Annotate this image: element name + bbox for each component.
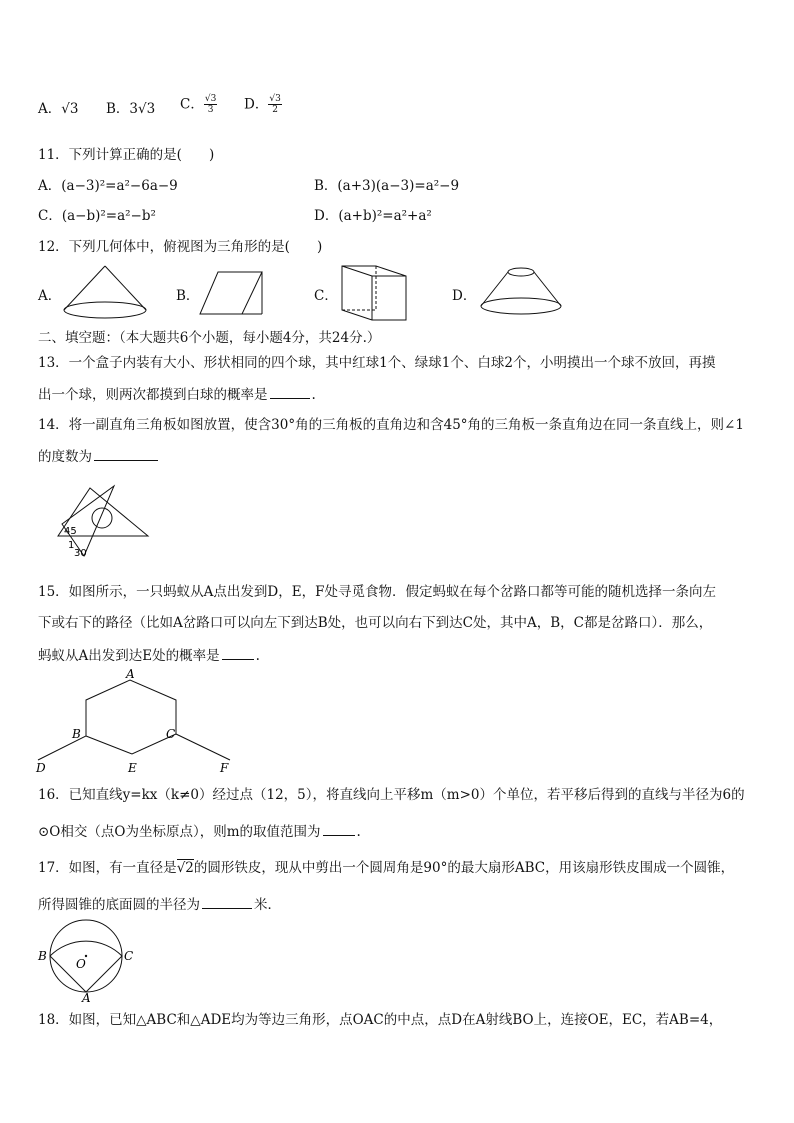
q10-option-a: A．√3 [38,101,79,117]
q18-line-1: 18．如图，已知△ABC和△ADE均为等边三角形，点OAC的中点，点D在A射线BO上，连接OE，EC，若AB=4， [38,1012,723,1028]
q11-option-a: A．(a−3)²=a²−6a−9 [38,178,178,194]
q13-line-2: 出一个球，则两次都摸到白球的概率是 . [38,384,316,405]
point-label-e: E [128,761,137,775]
triangular-prism-lying-figure [198,270,266,316]
point-label-a: A [126,667,135,681]
q16-line-1: 16．已知直线y=kx（k≠0）经过点（12，5），将直线向上平移m（m>0）个单位，若平移后得到的直线与半径为6的 [38,787,745,803]
point-label-d: D [36,761,46,775]
q15-answer-blank[interactable] [222,645,254,660]
point-label-f: F [220,761,229,775]
q15-line-2: 下或右下的路径（比如A岔路口可以向左下到达B处，也可以向右下到达C处，其中A，B，C都是岔路口）．那么， [38,615,713,631]
section-fill-in-title: 二、填空题：（本大题共6个小题，每小题4分，共24分.） [38,330,381,346]
cone-figure [60,264,150,322]
q11-option-b: B．(a+3)(a−3)=a²−9 [314,178,460,194]
angle-label-1: 1 [68,540,75,551]
q11-stem: 11．下列计算正确的是( ) [38,147,215,163]
frustum-figure [478,266,564,318]
q17-line-2: 所得圆锥的底面圆的半径为 米． [38,894,281,915]
q12-stem: 12．下列几何体中，俯视图为三角形的是( ) [38,239,323,255]
q16-answer-blank[interactable] [323,821,355,836]
set-square-figure [54,484,154,560]
ant-path-figure [34,668,234,774]
q14-line-2: 的度数为 [38,446,160,467]
q14-answer-blank[interactable] [94,446,158,461]
sector-in-circle-figure [36,918,136,1005]
q17-line-1: 17．如图，有一直径是√2的圆形铁皮，现从中剪出一个圆周角是90°的最大扇形ABC，用该扇形铁皮围成一个圆锥， [38,860,735,876]
point-label-c: C [124,949,134,963]
q12-option-b: B． [176,288,200,304]
triangular-prism-upright-figure [338,262,410,324]
q12-option-d: D． [452,288,477,304]
q13-line-1: 13．一个盒子内装有大小、形状相同的四个球，其中红球1个、绿球1个、白球2个，小明摸出一个球不放回，再摸 [38,355,716,371]
angle-label-45: 45 [64,526,77,537]
point-label-o: O [76,957,86,971]
q12-option-a: A． [38,288,62,304]
q10-option-d: D． $\frac{√3}{2}$ [244,94,281,115]
point-label-a: A [82,991,91,1005]
q17-answer-blank[interactable] [202,894,252,909]
q11-option-c: C．(a−b)²=a²−b² [38,208,156,224]
angle-label-30: 30 [74,548,87,559]
sqrt-2: √2 [176,860,194,876]
q12-option-c: C． [314,288,338,304]
q16-line-2: ⊙O相交（点O为坐标原点），则m的取值范围为 . [38,821,361,842]
q15-line-3: 蚂蚁从A出发到达E处的概率是 . [38,645,260,666]
q10-option-b: B．3√3 [106,101,156,117]
point-label-c: C [166,727,176,741]
q11-option-d: D．(a+b)²=a²+a² [314,208,432,224]
point-label-b: B [38,949,47,963]
q14-line-1: 14．将一副直角三角板如图放置，使含30°角的三角板的直角边和含45°角的三角板一条直角边在同一条直线上，则∠1 [38,417,744,433]
q13-answer-blank[interactable] [270,384,310,399]
q10-option-c: C． $\frac{√3}{3}$ [180,94,217,115]
point-label-b: B [72,727,81,741]
q15-line-1: 15．如图所示，一只蚂蚁从A点出发到D，E，F处寻觅食物．假定蚂蚁在每个岔路口都等可能的随机选择一条向左 [38,584,716,600]
